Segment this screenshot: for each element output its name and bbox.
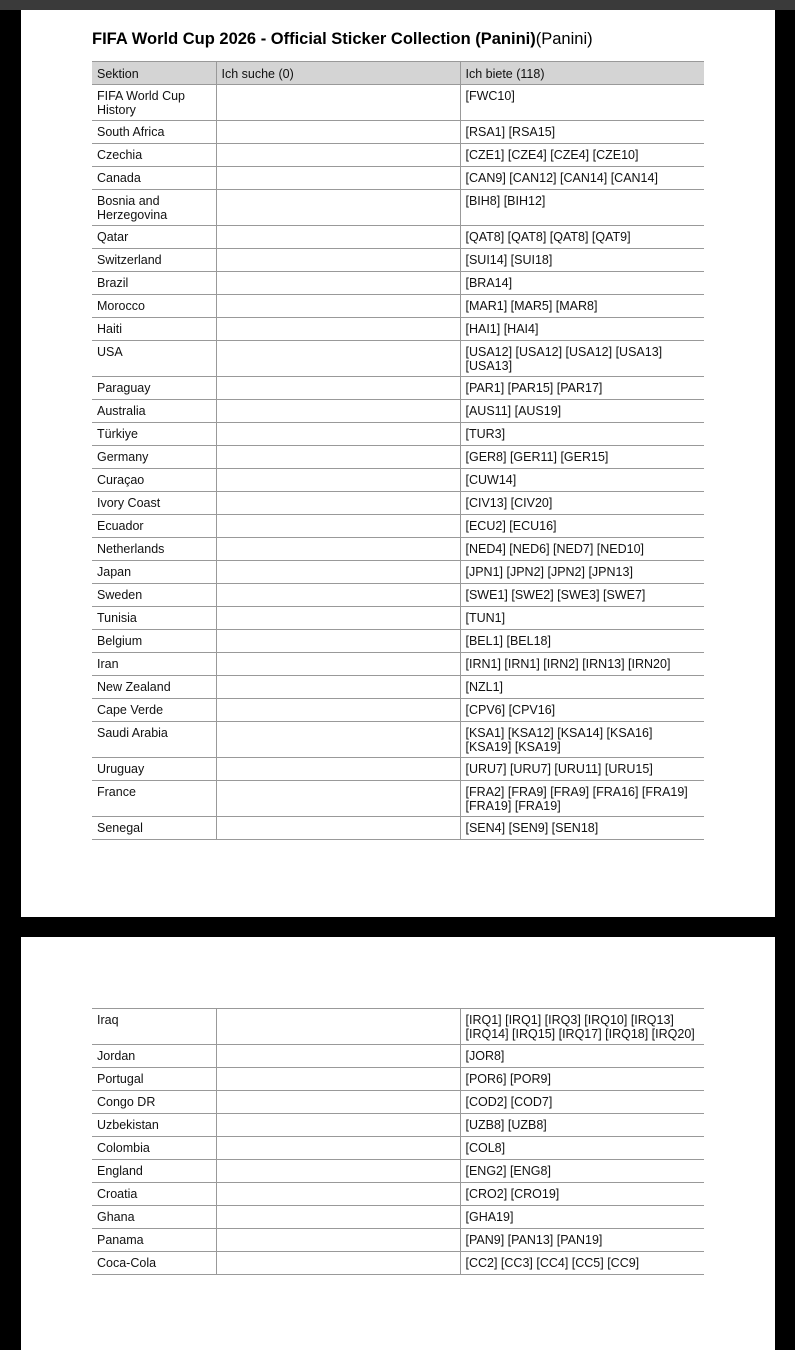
table-row bbox=[92, 630, 704, 653]
cell-section: USA bbox=[92, 341, 216, 377]
table-row bbox=[92, 341, 704, 377]
cell-section: Australia bbox=[92, 400, 216, 423]
cell-offer: [ENG2] [ENG8] bbox=[460, 1160, 704, 1183]
table-row bbox=[92, 1252, 704, 1275]
cell-section: Czechia bbox=[92, 144, 216, 167]
table-row bbox=[92, 492, 704, 515]
viewer-top-bar bbox=[0, 0, 795, 10]
table-row bbox=[92, 85, 704, 121]
cell-offer: [AUS11] [AUS19] bbox=[460, 400, 704, 423]
cell-offer: [COL8] bbox=[460, 1137, 704, 1160]
table-row bbox=[92, 167, 704, 190]
cell-section: Iraq bbox=[92, 1009, 216, 1045]
cell-section: Switzerland bbox=[92, 249, 216, 272]
cell-section: Japan bbox=[92, 561, 216, 584]
cell-search bbox=[216, 653, 460, 676]
cell-offer: [JOR8] bbox=[460, 1045, 704, 1068]
document-title bbox=[92, 30, 593, 49]
cell-section: Croatia bbox=[92, 1183, 216, 1206]
cell-section: Uruguay bbox=[92, 758, 216, 781]
cell-offer: [PAN9] [PAN13] [PAN19] bbox=[460, 1229, 704, 1252]
cell-search bbox=[216, 318, 460, 341]
table-row bbox=[92, 226, 704, 249]
table-row bbox=[92, 446, 704, 469]
cell-section: France bbox=[92, 781, 216, 817]
cell-section: Tunisia bbox=[92, 607, 216, 630]
cell-search bbox=[216, 561, 460, 584]
cell-offer: [GER8] [GER11] [GER15] bbox=[460, 446, 704, 469]
cell-offer: [URU7] [URU7] [URU11] [URU15] bbox=[460, 758, 704, 781]
cell-offer: [CIV13] [CIV20] bbox=[460, 492, 704, 515]
table-row bbox=[92, 423, 704, 446]
document-title-suffix: (Panini) bbox=[535, 30, 593, 48]
cell-search bbox=[216, 377, 460, 400]
table-row bbox=[92, 1160, 704, 1183]
cell-section: Colombia bbox=[92, 1137, 216, 1160]
cell-search bbox=[216, 607, 460, 630]
cell-offer: [CRO2] [CRO19] bbox=[460, 1183, 704, 1206]
cell-search bbox=[216, 446, 460, 469]
cell-search bbox=[216, 781, 460, 817]
table-row bbox=[92, 1137, 704, 1160]
cell-offer: [NZL1] bbox=[460, 676, 704, 699]
cell-search bbox=[216, 817, 460, 840]
cell-search bbox=[216, 121, 460, 144]
cell-offer: [HAI1] [HAI4] bbox=[460, 318, 704, 341]
cell-offer: [ECU2] [ECU16] bbox=[460, 515, 704, 538]
document-page-1[interactable] bbox=[21, 10, 775, 917]
table-row bbox=[92, 469, 704, 492]
cell-offer: [BIH8] [BIH12] bbox=[460, 190, 704, 226]
table-row bbox=[92, 515, 704, 538]
table-row bbox=[92, 1068, 704, 1091]
cell-section: Sweden bbox=[92, 584, 216, 607]
table-row bbox=[92, 817, 704, 840]
table-row bbox=[92, 1229, 704, 1252]
table-row bbox=[92, 1009, 704, 1045]
cell-offer: [CAN9] [CAN12] [CAN14] [CAN14] bbox=[460, 167, 704, 190]
table-row bbox=[92, 144, 704, 167]
table-row bbox=[92, 121, 704, 144]
cell-offer: [JPN1] [JPN2] [JPN2] [JPN13] bbox=[460, 561, 704, 584]
cell-offer: [IRQ1] [IRQ1] [IRQ3] [IRQ10] [IRQ13] [IRQ14] [IRQ15] [IRQ17] [IRQ18] [IRQ20] bbox=[460, 1009, 704, 1045]
cell-search bbox=[216, 295, 460, 318]
table-row bbox=[92, 249, 704, 272]
cell-section: Uzbekistan bbox=[92, 1114, 216, 1137]
cell-section: Haiti bbox=[92, 318, 216, 341]
cell-search bbox=[216, 722, 460, 758]
table-row bbox=[92, 295, 704, 318]
cell-search bbox=[216, 1114, 460, 1137]
cell-search bbox=[216, 1009, 460, 1045]
cell-search bbox=[216, 1160, 460, 1183]
cell-section: Senegal bbox=[92, 817, 216, 840]
cell-search bbox=[216, 699, 460, 722]
cell-offer: [UZB8] [UZB8] bbox=[460, 1114, 704, 1137]
cell-offer: [PAR1] [PAR15] [PAR17] bbox=[460, 377, 704, 400]
table-row bbox=[92, 377, 704, 400]
cell-search bbox=[216, 190, 460, 226]
header-offer: Ich biete (118) bbox=[460, 62, 704, 85]
cell-section: Türkiye bbox=[92, 423, 216, 446]
cell-section: Canada bbox=[92, 167, 216, 190]
cell-search bbox=[216, 515, 460, 538]
cell-search bbox=[216, 538, 460, 561]
table-row bbox=[92, 722, 704, 758]
cell-offer: [SUI14] [SUI18] bbox=[460, 249, 704, 272]
cell-search bbox=[216, 400, 460, 423]
cell-section: Jordan bbox=[92, 1045, 216, 1068]
table-row bbox=[92, 561, 704, 584]
cell-search bbox=[216, 1252, 460, 1275]
cell-search bbox=[216, 492, 460, 515]
cell-search bbox=[216, 341, 460, 377]
table-row bbox=[92, 1091, 704, 1114]
cell-offer: [COD2] [COD7] bbox=[460, 1091, 704, 1114]
cell-search bbox=[216, 226, 460, 249]
cell-offer: [BEL1] [BEL18] bbox=[460, 630, 704, 653]
document-title-main: FIFA World Cup 2026 - Official Sticker Collection (Panini) bbox=[92, 30, 536, 48]
cell-section: Iran bbox=[92, 653, 216, 676]
table-row bbox=[92, 676, 704, 699]
cell-section: Ivory Coast bbox=[92, 492, 216, 515]
cell-offer: [NED4] [NED6] [NED7] [NED10] bbox=[460, 538, 704, 561]
cell-offer: [MAR1] [MAR5] [MAR8] bbox=[460, 295, 704, 318]
cell-section: Belgium bbox=[92, 630, 216, 653]
cell-section: Coca-Cola bbox=[92, 1252, 216, 1275]
cell-section: Portugal bbox=[92, 1068, 216, 1091]
table-header-row bbox=[92, 62, 704, 85]
cell-search bbox=[216, 423, 460, 446]
header-search: Ich suche (0) bbox=[216, 62, 460, 85]
table-row bbox=[92, 538, 704, 561]
cell-offer: [SEN4] [SEN9] [SEN18] bbox=[460, 817, 704, 840]
sticker-table-page-1 bbox=[92, 61, 704, 840]
cell-search bbox=[216, 1137, 460, 1160]
cell-offer: [FRA2] [FRA9] [FRA9] [FRA16] [FRA19] [FRA19] [FRA19] bbox=[460, 781, 704, 817]
cell-offer: [FWC10] bbox=[460, 85, 704, 121]
cell-offer: [CUW14] bbox=[460, 469, 704, 492]
cell-offer: [GHA19] bbox=[460, 1206, 704, 1229]
cell-offer: [CZE1] [CZE4] [CZE4] [CZE10] bbox=[460, 144, 704, 167]
table-row bbox=[92, 190, 704, 226]
cell-offer: [RSA1] [RSA15] bbox=[460, 121, 704, 144]
cell-offer: [KSA1] [KSA12] [KSA14] [KSA16] [KSA19] [KSA19] bbox=[460, 722, 704, 758]
cell-search bbox=[216, 1045, 460, 1068]
cell-offer: [POR6] [POR9] bbox=[460, 1068, 704, 1091]
cell-search bbox=[216, 469, 460, 492]
cell-search bbox=[216, 630, 460, 653]
cell-search bbox=[216, 1206, 460, 1229]
document-page-2[interactable] bbox=[21, 937, 775, 1350]
cell-search bbox=[216, 584, 460, 607]
table-row bbox=[92, 1206, 704, 1229]
cell-offer: [USA12] [USA12] [USA12] [USA13] [USA13] bbox=[460, 341, 704, 377]
header-section: Sektion bbox=[92, 62, 216, 85]
cell-search bbox=[216, 1068, 460, 1091]
cell-search bbox=[216, 1091, 460, 1114]
cell-offer: [SWE1] [SWE2] [SWE3] [SWE7] bbox=[460, 584, 704, 607]
table-row bbox=[92, 1183, 704, 1206]
cell-section: New Zealand bbox=[92, 676, 216, 699]
table-row bbox=[92, 653, 704, 676]
table-row bbox=[92, 400, 704, 423]
cell-section: Qatar bbox=[92, 226, 216, 249]
cell-section: Germany bbox=[92, 446, 216, 469]
cell-offer: [IRN1] [IRN1] [IRN2] [IRN13] [IRN20] bbox=[460, 653, 704, 676]
cell-search bbox=[216, 272, 460, 295]
cell-search bbox=[216, 1183, 460, 1206]
cell-section: Paraguay bbox=[92, 377, 216, 400]
cell-search bbox=[216, 676, 460, 699]
cell-offer: [CC2] [CC3] [CC4] [CC5] [CC9] bbox=[460, 1252, 704, 1275]
table-row bbox=[92, 781, 704, 817]
cell-section: Brazil bbox=[92, 272, 216, 295]
cell-section: Congo DR bbox=[92, 1091, 216, 1114]
cell-search bbox=[216, 249, 460, 272]
table-row bbox=[92, 758, 704, 781]
cell-section: Ecuador bbox=[92, 515, 216, 538]
table-row bbox=[92, 318, 704, 341]
cell-section: Saudi Arabia bbox=[92, 722, 216, 758]
table-row bbox=[92, 607, 704, 630]
cell-section: South Africa bbox=[92, 121, 216, 144]
cell-section: Netherlands bbox=[92, 538, 216, 561]
cell-offer: [TUR3] bbox=[460, 423, 704, 446]
cell-section: England bbox=[92, 1160, 216, 1183]
sticker-table-page-2 bbox=[92, 1008, 704, 1275]
cell-offer: [QAT8] [QAT8] [QAT8] [QAT9] bbox=[460, 226, 704, 249]
table-row bbox=[92, 584, 704, 607]
cell-search bbox=[216, 85, 460, 121]
cell-section: FIFA World Cup History bbox=[92, 85, 216, 121]
cell-section: Cape Verde bbox=[92, 699, 216, 722]
cell-offer: [BRA14] bbox=[460, 272, 704, 295]
cell-section: Curaçao bbox=[92, 469, 216, 492]
cell-offer: [CPV6] [CPV16] bbox=[460, 699, 704, 722]
cell-section: Bosnia and Herzegovina bbox=[92, 190, 216, 226]
cell-section: Ghana bbox=[92, 1206, 216, 1229]
table-row bbox=[92, 699, 704, 722]
cell-search bbox=[216, 1229, 460, 1252]
cell-offer: [TUN1] bbox=[460, 607, 704, 630]
table-row bbox=[92, 1114, 704, 1137]
table-row bbox=[92, 1045, 704, 1068]
cell-search bbox=[216, 167, 460, 190]
cell-section: Morocco bbox=[92, 295, 216, 318]
cell-search bbox=[216, 758, 460, 781]
cell-section: Panama bbox=[92, 1229, 216, 1252]
cell-search bbox=[216, 144, 460, 167]
table-row bbox=[92, 272, 704, 295]
